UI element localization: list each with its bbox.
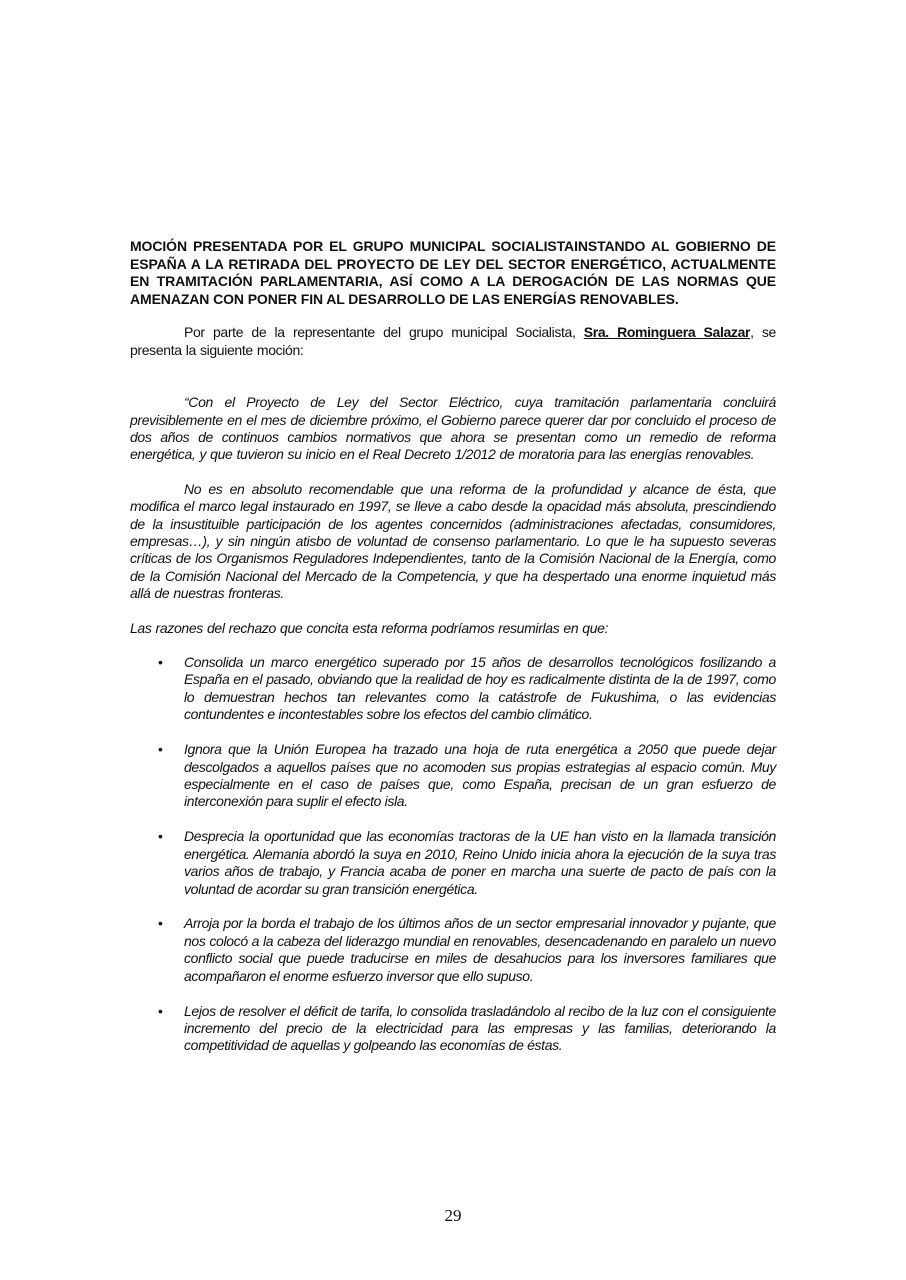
bullet-icon: • <box>158 654 163 671</box>
reasons-list <box>130 654 776 1055</box>
presenter-name: Sra. Rominguera Salazar <box>583 324 751 341</box>
intro-after: , se presenta la siguiente moción: <box>130 324 776 358</box>
list-item <box>130 915 776 985</box>
list-item <box>130 654 776 724</box>
motion-title: MOCIÓN PRESENTADA POR EL GRUPO MUNICIPAL SOCIALISTAINSTANDO AL GOBIERNO DE ESPAÑA A LA RETIRADA DEL PROYECTO DE LEY DEL SECTOR ENERGÉTICO, ACTUALMENTE EN TRAMITACIÓN PARLAMENTARIA, ASÍ COMO A LA DEROGACIÓN DE LAS NORMAS QUE AMENAZAN CON PONER FIN AL DESARROLLO DE LAS ENERGÍAS RENOVABLES. <box>130 238 776 307</box>
list-item-text: Ignora que la Unión Europea ha trazado una hoja de ruta energética a 2050 que puede dejar descolgados a aquellos países que no acomoden sus propias estrategias al espacio común. Muy especialmente en el caso de países que, como España, precisan de un gran esfuerzo de interconexión para suplir el efecto isla. <box>184 741 776 810</box>
list-item-text: Consolida un marco energético superado por 15 años de desarrollos tecnológicos fosilizando a España en el pasado, obviando que la realidad de hoy es radicalmente distinta de la de 1997, como lo demuestran hechos tan relevantes como la catástrofe de Fukushima, o las evidencias contundentes e incontestables sobre los efectos del cambio climático. <box>184 654 776 723</box>
list-item <box>130 1003 776 1055</box>
page-number: 29 <box>444 1206 462 1225</box>
list-item <box>130 828 776 898</box>
list-item <box>130 741 776 811</box>
list-item-text: Lejos de resolver el déficit de tarifa, lo consolida trasladándolo al recibo de la luz con el consiguiente incremento del precio de la electricidad para las empresas y las familias, deteriorando la competitividad de aquellas y golpeando las economías de éstas. <box>184 1002 776 1054</box>
bullet-icon: • <box>158 741 163 758</box>
list-intro: Las razones del rechazo que concita esta reforma podríamos resumirlas en que: <box>130 619 609 636</box>
list-item-text: Arroja por la borda el trabajo de los últimos años de un sector empresarial innovador y pujante, que nos colocó a la cabeza del liderazgo mundial en renovables, desencadenando en paralelo un nuevo conflicto social que puede traducirse en miles de desahucios para los inversores familiares que acompañaron el enorme esfuerzo inversor que ello supuso. <box>184 915 776 984</box>
document-body <box>130 238 776 1072</box>
body-paragraph: No es en absoluto recomendable que una reforma de la profundidad y alcance de ésta, que modifica el marco legal instaurado en 1997, se lleve a cabo desde la opacidad más absoluta, prescindiendo de la insustituible participación de los agentes concernidos (administraciones afectadas, consumidores, empresas…), y sin ningún atisbo de voluntad de consenso parlamentario. Lo que le ha supuesto severas críticas de los Organismos Reguladores Independientes, tanto de la Comisión Nacional de la Energía, como de la Comisión Nacional del Mercado de la Competencia, y que ha despertado una enorme inquietud más allá de nuestras fronteras. <box>130 480 776 602</box>
intro-paragraph <box>130 324 776 359</box>
bullet-icon: • <box>158 1002 163 1019</box>
body-paragraph: “Con el Proyecto de Ley del Sector Eléctrico, cuya tramitación parlamentaria concluirá previsiblemente en el mes de diciembre próximo, el Gobierno parece querer dar por concluido el proceso de dos años de continuos cambios normativos que ahora se presentan como un remedio de reforma energética, y que tuvieron su inicio en el Real Decreto 1/2012 de moratoria para las energías renovables. <box>130 394 776 463</box>
list-item-text: Desprecia la oportunidad que las economías tractoras de la UE han visto en la llamada transición energética. Alemania abordó la suya en 2010, Reino Unido inicia ahora la ejecución de la suya tras varios años de trabajo, y Francia acaba de poner en marcha una suerte de pacto de país con la voluntad de acordar su gran transición energética. <box>184 828 776 897</box>
bullet-icon: • <box>158 828 163 845</box>
intro-before: Por parte de la representante del grupo municipal Socialista, <box>184 324 584 341</box>
bullet-icon: • <box>158 915 163 932</box>
